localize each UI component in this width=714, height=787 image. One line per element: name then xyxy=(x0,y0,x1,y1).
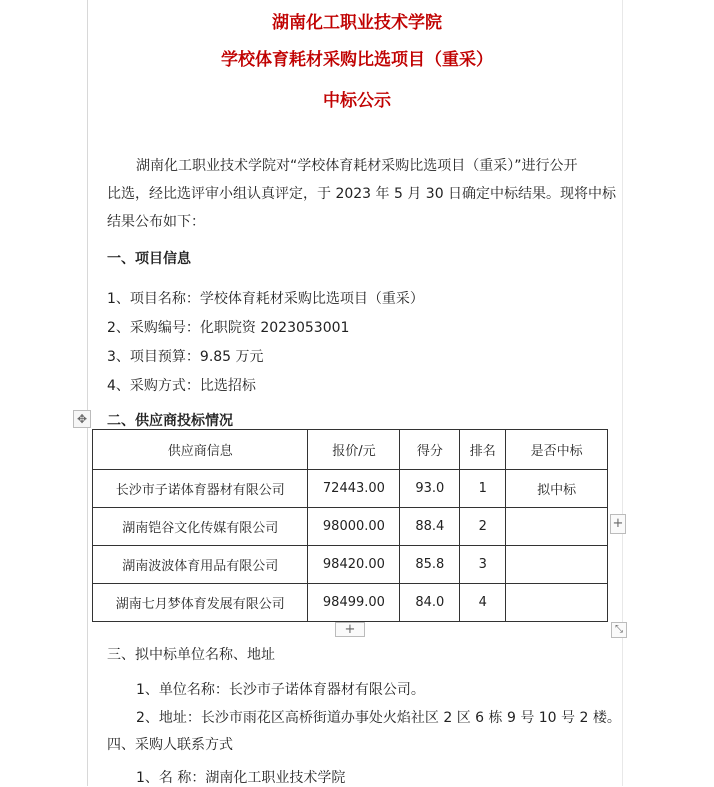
col-header-supplier: 供应商信息 xyxy=(93,430,308,470)
section-2-heading: 二、供应商投标情况 xyxy=(107,413,233,429)
intro-line-3: 结果公布如下： xyxy=(107,214,205,230)
score-cell: 93.0 xyxy=(400,470,460,508)
winner-cell: 拟中标 xyxy=(506,470,608,508)
rank-cell: 1 xyxy=(460,470,506,508)
winner-cell xyxy=(506,508,608,546)
table-resize-icon[interactable]: ⤡ xyxy=(611,622,627,638)
score-cell: 84.0 xyxy=(400,584,460,622)
table-row xyxy=(93,584,608,622)
project-title: 学校体育耗材采购比选项目（重采） xyxy=(221,50,493,70)
procurement-number: 2、采购编号：化职院资 2023053001 xyxy=(107,320,350,336)
supplier-cell: 长沙市子诺体育器材有限公司 xyxy=(93,470,308,508)
col-header-score: 得分 xyxy=(400,430,460,470)
project-budget: 3、项目预算：9.85 万元 xyxy=(107,349,264,365)
page-margin-left xyxy=(87,0,88,786)
supplier-cell: 湖南波波体育用品有限公司 xyxy=(93,546,308,584)
add-row-button[interactable]: + xyxy=(335,622,365,637)
winner-cell xyxy=(506,584,608,622)
table-header-row xyxy=(93,430,608,470)
rank-cell: 2 xyxy=(460,508,506,546)
winner-cell xyxy=(506,546,608,584)
rank-cell: 4 xyxy=(460,584,506,622)
section-1-heading: 一、项目信息 xyxy=(107,251,191,267)
winner-name: 1、单位名称：长沙市子诺体育器材有限公司。 xyxy=(136,682,425,698)
price-cell: 72443.00 xyxy=(308,470,400,508)
section-3-heading: 三、拟中标单位名称、地址 xyxy=(107,647,275,663)
purchaser-name: 1、名 称：湖南化工职业技术学院 xyxy=(136,770,346,786)
winner-address: 2、地址：长沙市雨花区高桥街道办事处火焰社区 2 区 6 栋 9 号 10 号 2 楼。 xyxy=(136,710,621,726)
table-row xyxy=(93,470,608,508)
supplier-cell: 湖南铠谷文化传媒有限公司 xyxy=(93,508,308,546)
price-cell: 98499.00 xyxy=(308,584,400,622)
score-cell: 85.8 xyxy=(400,546,460,584)
price-cell: 98000.00 xyxy=(308,508,400,546)
bid-table xyxy=(92,429,608,622)
col-header-winner: 是否中标 xyxy=(506,430,608,470)
col-header-rank: 排名 xyxy=(460,430,506,470)
score-cell: 88.4 xyxy=(400,508,460,546)
section-4-heading: 四、采购人联系方式 xyxy=(107,737,233,753)
supplier-cell: 湖南七月梦体育发展有限公司 xyxy=(93,584,308,622)
table-row xyxy=(93,546,608,584)
notice-title: 中标公示 xyxy=(323,91,391,111)
page-margin-right xyxy=(622,0,623,786)
project-name: 1、项目名称：学校体育耗材采购比选项目（重采） xyxy=(107,291,424,307)
intro-line-2: 比选，经比选评审小组认真评定，于 2023 年 5 月 30 日确定中标结果。现将中标 xyxy=(107,186,617,202)
add-column-button[interactable]: + xyxy=(610,514,626,534)
org-title: 湖南化工职业技术学院 xyxy=(272,13,442,33)
col-header-price: 报价/元 xyxy=(308,430,400,470)
table-row xyxy=(93,508,608,546)
procurement-method: 4、采购方式：比选招标 xyxy=(107,378,256,394)
price-cell: 98420.00 xyxy=(308,546,400,584)
table-move-icon[interactable]: ✥ xyxy=(73,410,91,428)
rank-cell: 3 xyxy=(460,546,506,584)
intro-line-1: 湖南化工职业技术学院对“学校体育耗材采购比选项目（重采）”进行公开 xyxy=(136,158,578,174)
